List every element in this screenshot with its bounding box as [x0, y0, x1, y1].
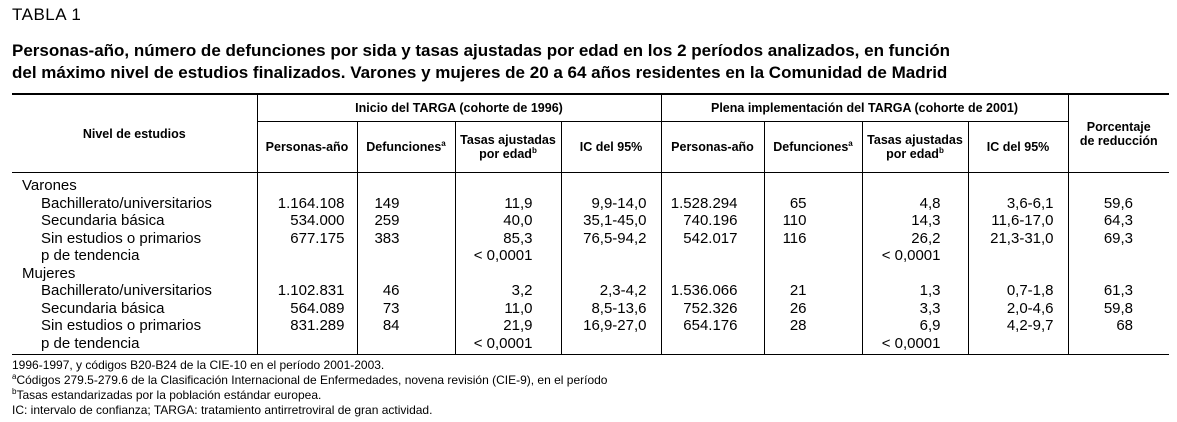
cell-defunciones-1: 383	[357, 230, 455, 248]
group-row-varones	[12, 173, 1169, 195]
table-row	[12, 300, 1169, 318]
row-label: p de tendencia	[12, 335, 257, 355]
footnote-a: $^a$Códigos 279.5-279.6 de la Clasificación Internacional de Enfermedades, novena revisión (CIE-9), en el período	[12, 372, 608, 387]
table-row	[12, 212, 1169, 230]
cell-personas-2: 542.017	[661, 230, 764, 248]
cell-ic-2: 3,6-6,1	[968, 195, 1068, 213]
cell-ic-2: 2,0-4,6	[968, 300, 1068, 318]
cell-ic-2: 21,3-31,0	[968, 230, 1068, 248]
cell-personas-1: 564.089	[257, 300, 357, 318]
cell-defunciones-1: 259	[357, 212, 455, 230]
cell-personas-1: 1.164.108	[257, 195, 357, 213]
cell-defunciones-2: 110	[764, 212, 862, 230]
cell-trend-2: < 0,0001	[862, 247, 968, 265]
col-personas-ano-1: Personas-año	[257, 122, 357, 173]
cell-tasa-1: 3,2	[455, 282, 561, 300]
cell-defunciones-2: 21	[764, 282, 862, 300]
cell-tasa-1: 40,0	[455, 212, 561, 230]
cell-personas-1: 831.289	[257, 317, 357, 335]
cell-tasa-2: 3,3	[862, 300, 968, 318]
cell-defunciones-2: 26	[764, 300, 862, 318]
footnote-1: 1996-1997, y códigos B20-B24 de la CIE-10 en el período 2001-2003.	[12, 358, 385, 372]
cell-tasa-1: 21,9	[455, 317, 561, 335]
title-line-1: Personas-año, número de defunciones por sida y tasas ajustadas por edad en los 2 períodos analizados, en función	[12, 41, 951, 60]
cell-tasa-1: 11,9	[455, 195, 561, 213]
cell-defunciones-2: 116	[764, 230, 862, 248]
cell-defunciones-1: 149	[357, 195, 455, 213]
cell-tasa-2: 14,3	[862, 212, 968, 230]
cell-personas-2: 740.196	[661, 212, 764, 230]
col-tasas-1: Tasas ajustadas por edad$^b$	[455, 122, 561, 173]
row-label: Sin estudios o primarios	[41, 229, 202, 247]
row-label: Secundaria básica	[41, 212, 165, 229]
cell-personas-2: 1.528.294	[661, 195, 764, 213]
group-row-mujeres	[12, 265, 1169, 283]
cell-reduccion: 59,8	[1068, 300, 1169, 318]
cell-trend-2: < 0,0001	[862, 335, 968, 355]
col-porcentaje-reduccion: Porcentaje de reducción	[1068, 94, 1169, 173]
col-ic-2: IC del 95%	[968, 122, 1068, 173]
table-title	[12, 40, 1162, 84]
table-row	[12, 230, 1169, 248]
cell-tasa-2: 4,8	[862, 195, 968, 213]
cell-reduccion: 61,3	[1068, 282, 1169, 300]
cell-tasa-1: 85,3	[455, 230, 561, 248]
table-row	[12, 282, 1169, 300]
trend-row	[12, 335, 1169, 355]
table-row	[12, 317, 1169, 335]
col-defunciones-2: Defunciones$^a$	[764, 122, 862, 173]
row-label: Bachillerato/universitarios	[41, 282, 212, 299]
row-label: p de tendencia	[41, 247, 140, 264]
table-label: TABLA 1	[12, 5, 82, 24]
cell-reduccion: 64,3	[1068, 212, 1169, 230]
cell-ic-1: 35,1-45,0	[561, 212, 661, 230]
group-label: Mujeres	[22, 264, 76, 282]
col-nivel-estudios: Nivel de estudios	[12, 94, 257, 173]
cell-ic-2: 4,2-9,7	[968, 317, 1068, 335]
cell-trend-1: < 0,0001	[455, 335, 561, 355]
cell-defunciones-2: 65	[764, 195, 862, 213]
cell-ic-1: 2,3-4,2	[561, 282, 661, 300]
col-personas-ano-2: Personas-año	[661, 122, 764, 173]
cell-defunciones-1: 84	[357, 317, 455, 335]
title-line-2: del máximo nivel de estudios finalizados. Varones y mujeres de 20 a 64 años residentes en la Comunidad de Madrid	[12, 63, 948, 82]
cell-reduccion: 59,6	[1068, 195, 1169, 213]
header-period-2001: Plena implementación del TARGA (cohorte de 2001)	[661, 94, 1068, 122]
cell-defunciones-1: 46	[357, 282, 455, 300]
cell-ic-2: 0,7-1,8	[968, 282, 1068, 300]
col-tasas-2: Tasas ajustadas por edad$^b$	[862, 122, 968, 173]
cell-defunciones-1: 73	[357, 300, 455, 318]
footnote-abbreviations: IC: intervalo de confianza; TARGA: tratamiento antirretroviral de gran actividad.	[12, 403, 433, 417]
table-footnotes	[12, 358, 607, 418]
cell-personas-2: 752.326	[661, 300, 764, 318]
cell-tasa-2: 26,2	[862, 230, 968, 248]
cell-tasa-2: 1,3	[862, 282, 968, 300]
row-label: Sin estudios o primarios	[41, 317, 202, 334]
group-label: Varones	[22, 177, 77, 194]
header-period-1996: Inicio del TARGA (cohorte de 1996)	[257, 94, 661, 122]
row-label: Bachillerato/universitarios	[41, 194, 212, 212]
footnote-b: $^b$Tasas estandarizadas por la población estándar europea.	[12, 387, 322, 402]
cell-ic-1: 9,9-14,0	[561, 195, 661, 213]
cell-reduccion: 69,3	[1068, 230, 1169, 248]
cell-trend-1: < 0,0001	[455, 247, 561, 265]
cell-ic-1: 16,9-27,0	[561, 317, 661, 335]
row-label: Secundaria básica	[41, 299, 165, 317]
cell-ic-1: 8,5-13,6	[561, 300, 661, 318]
cell-defunciones-2: 28	[764, 317, 862, 335]
cell-personas-1: 677.175	[257, 230, 357, 248]
cell-ic-2: 11,6-17,0	[968, 212, 1068, 230]
col-defunciones-1: Defunciones$^a$	[357, 122, 455, 173]
cell-personas-1: 534.000	[257, 212, 357, 230]
cell-tasa-1: 11,0	[455, 300, 561, 318]
trend-row	[12, 247, 1169, 265]
cell-ic-1: 76,5-94,2	[561, 230, 661, 248]
data-table	[12, 93, 1169, 355]
col-ic-1: IC del 95%	[561, 122, 661, 173]
cell-personas-1: 1.102.831	[257, 282, 357, 300]
cell-personas-2: 654.176	[661, 317, 764, 335]
cell-tasa-2: 6,9	[862, 317, 968, 335]
table-row	[12, 195, 1169, 213]
cell-personas-2: 1.536.066	[661, 282, 764, 300]
cell-reduccion: 68	[1068, 317, 1169, 335]
